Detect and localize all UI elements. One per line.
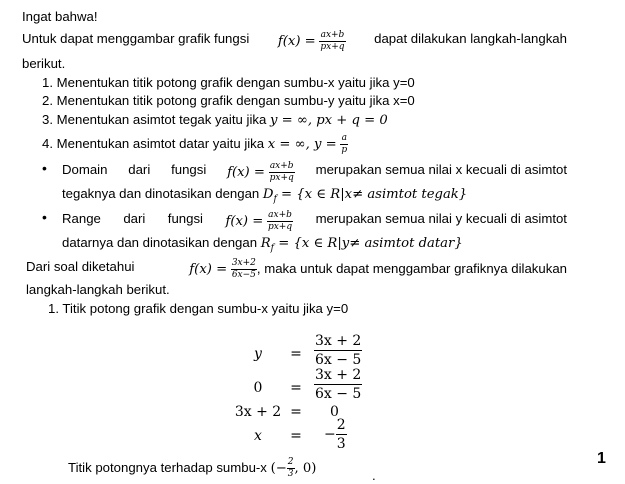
intro-before: Untuk dapat menggambar grafik fungsi bbox=[22, 31, 250, 46]
result-line: Titik potongnya terhadap sumbu-x (− $\frac{2}{3}$ , 0) bbox=[68, 457, 317, 479]
step-4: 4. Menentukan asimtot datar yaitu jika x = ∞, y = $\frac{a}{p}$ bbox=[42, 133, 348, 155]
eq-row1-equals: = bbox=[290, 346, 302, 362]
intro-function: f(x) = $\frac{ax+b}{px+q}$ bbox=[277, 30, 345, 52]
heading: Ingat bahwa! bbox=[22, 9, 98, 24]
problem-line2: langkah-langkah berikut. bbox=[26, 282, 170, 297]
bullet-icon: • bbox=[42, 209, 47, 225]
domain-line: Domain dari fungsi f(x) = $\frac{ax+b}{px+q}$ merupakan semua nilai x kecuali di asimtot bbox=[62, 161, 567, 183]
problem-line: Dari soal diketahui f(x) = $\frac{3x+2}{6x-5}$ , maka untuk dapat menggambar grafiknya dilakukan bbox=[26, 258, 567, 280]
bullet-icon: • bbox=[42, 160, 47, 176]
intro-fraction: $\frac{ax+b}{px+q}$ bbox=[320, 30, 345, 52]
step-4-fraction: $\frac{a}{p}$ bbox=[341, 133, 348, 155]
eq-row1-lhs: y bbox=[254, 346, 262, 362]
step-2: 2. Menentukan titik potong grafik dengan sumbu-y yaitu jika x=0 bbox=[42, 93, 415, 108]
problem-function: f(x) = $\frac{3x+2}{6x-5}$ , maka untuk dapat menggambar grafiknya dilakukan bbox=[189, 258, 567, 280]
eq-row3-equals: = bbox=[290, 404, 302, 420]
domain-line2: tegaknya dan dinotasikan dengan $D_f = \{x$ ∈ R|x≠ asimtot tegak} bbox=[62, 186, 468, 205]
range-notation: $R_f = \{x$ ∈ R|y≠ asimtot datar} bbox=[260, 236, 463, 254]
range-line: Range dari fungsi f(x) = $\frac{ax+b}{px+q}$ merupakan semua nilai y kecuali di asimtot bbox=[62, 210, 567, 232]
eq-row1-rhs: $\frac{3x + 2}{6x - 5}$ bbox=[315, 333, 362, 368]
eq-row2-rhs: $\frac{3x + 2}{6x - 5}$ bbox=[315, 367, 362, 402]
step-4-math: x = ∞, y = bbox=[267, 136, 337, 152]
eq-row4-rhs: − $\frac{2}{3}$ bbox=[324, 417, 346, 452]
step-3-math: y = ∞, px + q = 0 bbox=[269, 113, 388, 128]
item-1: 1. Titik potong grafik dengan sumbu-x yaitu jika y=0 bbox=[48, 301, 349, 316]
eq-row3-rhs: 0 bbox=[330, 404, 339, 420]
step-3: 3. Menentukan asimtot tegak yaitu jika y = ∞, px + q = 0 bbox=[42, 112, 388, 128]
eq-row4-equals: = bbox=[290, 428, 302, 444]
intro-line2: berikut. bbox=[22, 56, 66, 71]
domain-notation: $D_f = \{x$ ∈ R|x≠ asimtot tegak} bbox=[262, 187, 468, 205]
range-line2: datarnya dan dinotasikan dengan $R_f = \{x$ ∈ R|y≠ asimtot datar} bbox=[62, 235, 463, 254]
eq-row3-lhs: 3x + 2 bbox=[234, 404, 282, 420]
stray-dot: . bbox=[372, 468, 376, 483]
domain-function: f(x) = $\frac{ax+b}{px+q}$ bbox=[227, 161, 294, 183]
eq-row2-lhs: 0 bbox=[253, 380, 263, 396]
eq-row4-lhs: x bbox=[254, 428, 262, 444]
page-number: 1 bbox=[597, 450, 606, 467]
step-1: 1. Menentukan titik potong grafik dengan sumbu-x yaitu jika y=0 bbox=[42, 75, 415, 90]
eq-row2-equals: = bbox=[290, 380, 302, 396]
result-point: (− $\frac{2}{3}$ , 0) bbox=[270, 457, 317, 479]
intro-line bbox=[22, 31, 567, 52]
range-function: f(x) = $\frac{ax+b}{px+q}$ bbox=[225, 210, 293, 232]
intro-after: dapat dilakukan langkah-langkah bbox=[374, 31, 567, 46]
